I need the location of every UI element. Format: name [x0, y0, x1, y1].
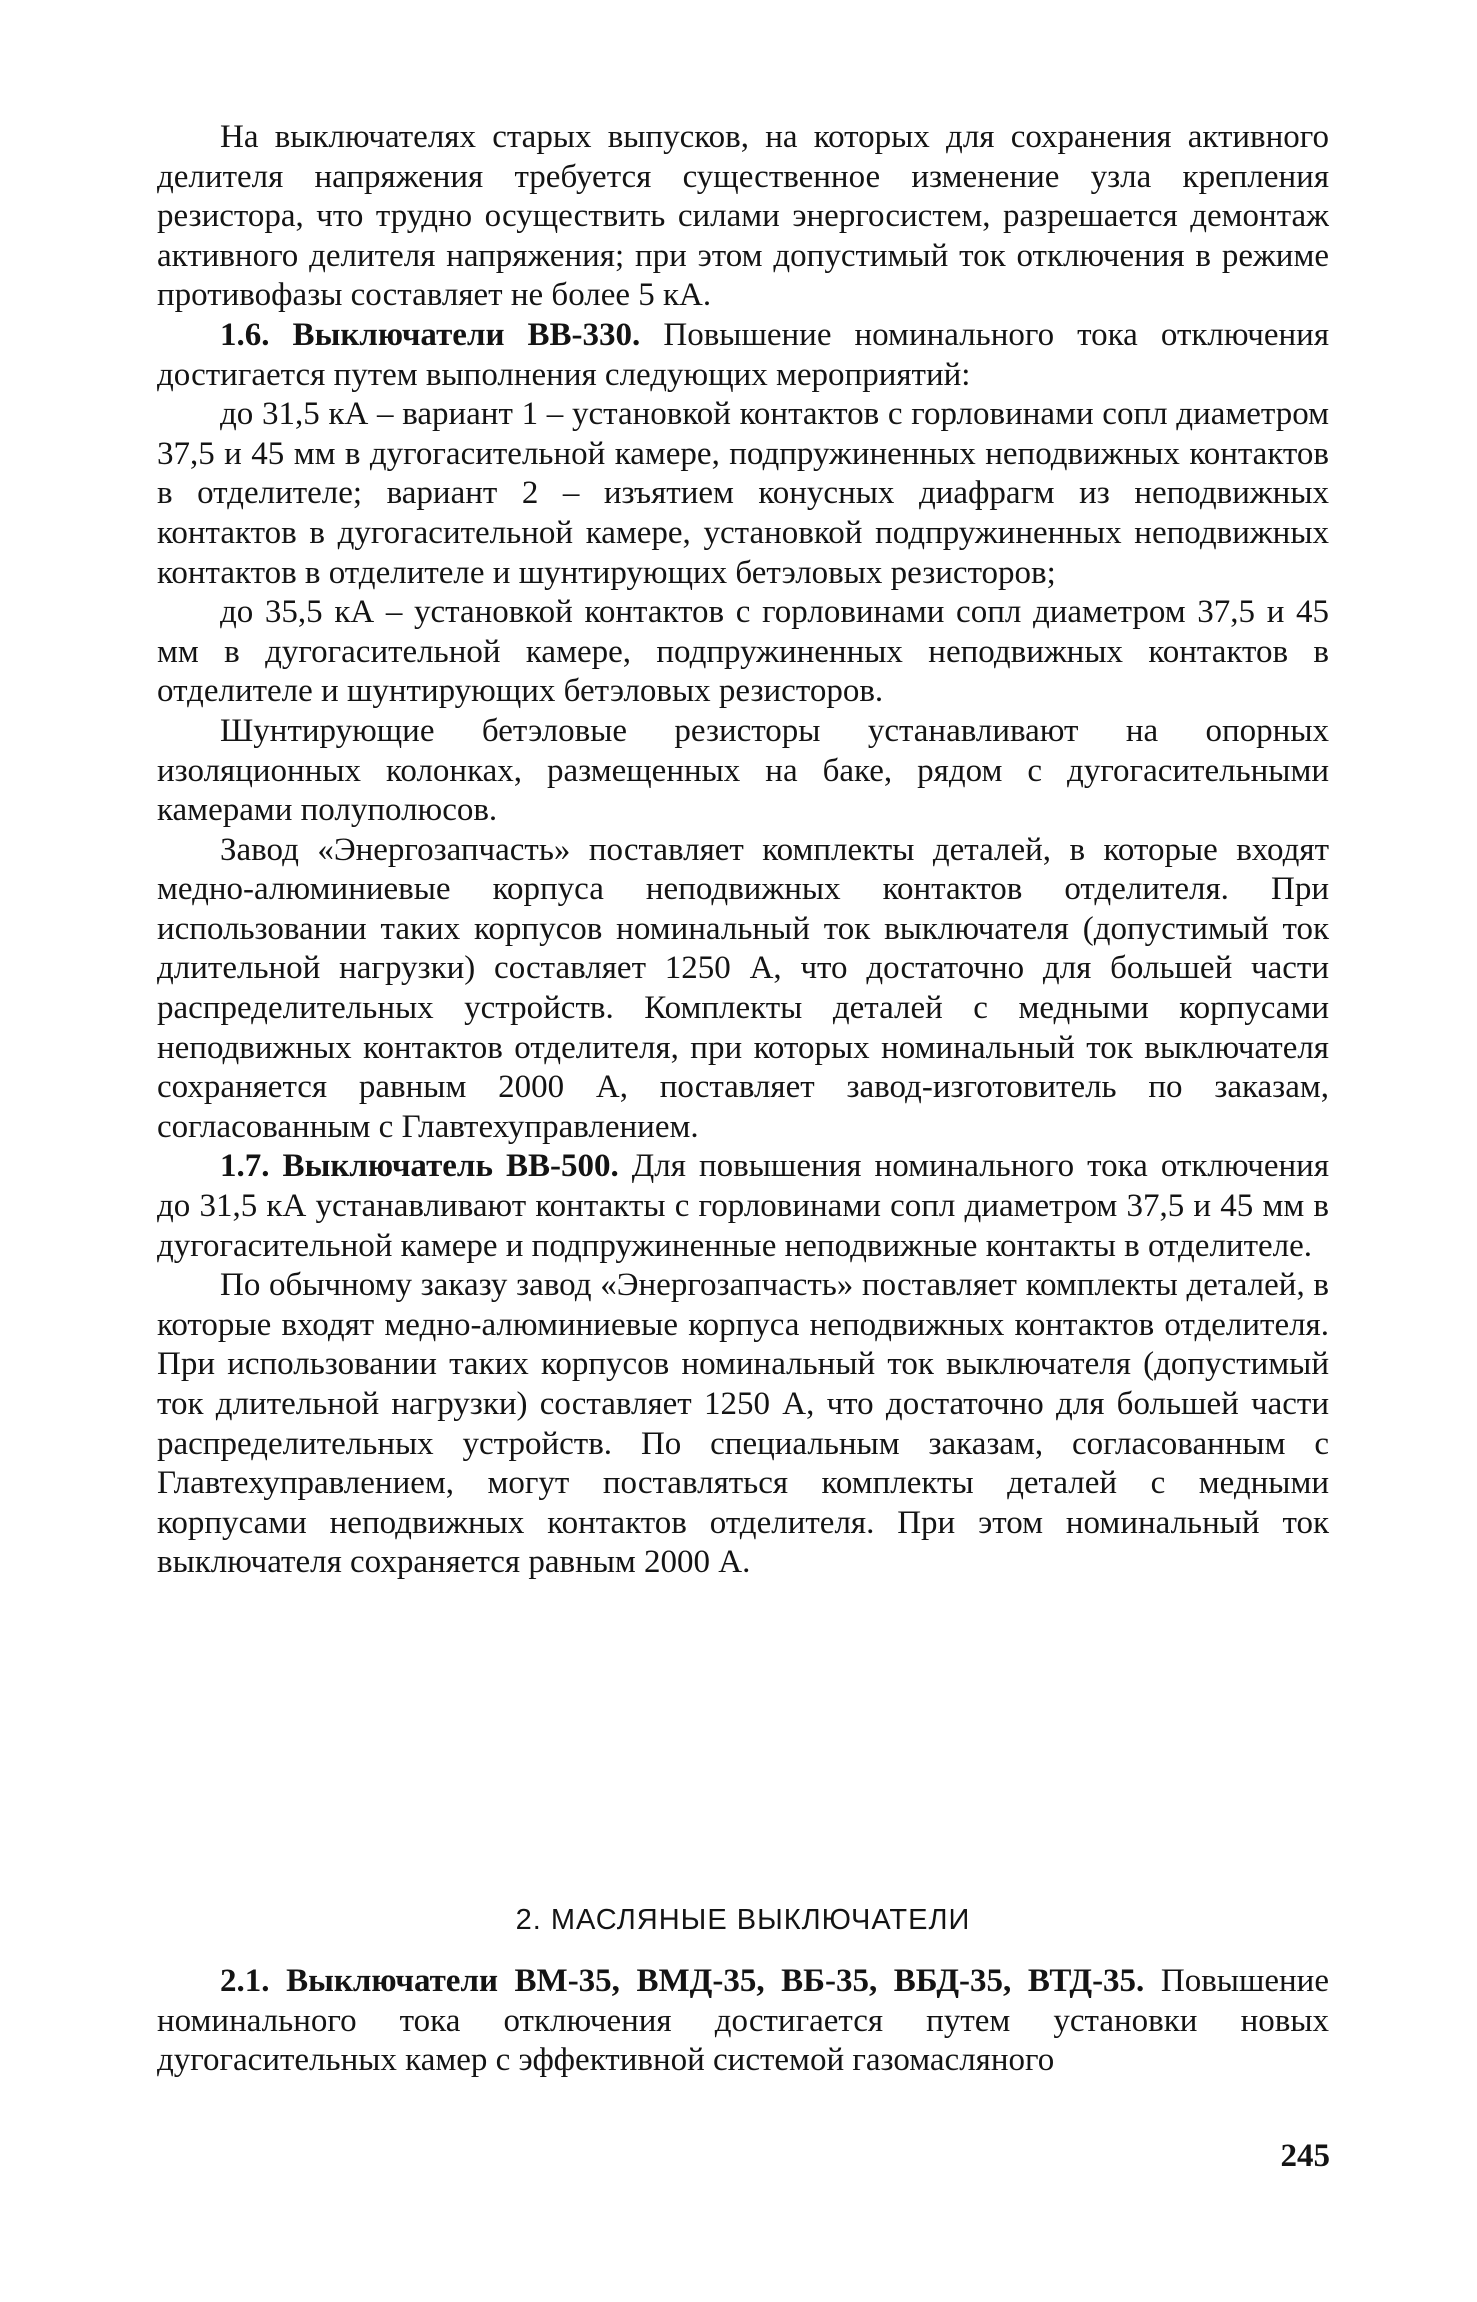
- paragraph-text: Шунтирующие бетэловые резисторы устанавливают на опорных изоляционных колонках, размещенных на баке, рядом с дугогасительными камерами полуполюсов.: [157, 712, 1329, 829]
- paragraph-text: Повышение номинального тока отключения достигается путем выполнения следующих мероприятий:: [157, 316, 1330, 393]
- paragraph-text: до 35,5 кА – установкой контактов с горловинами сопл диаметром 37,5 и 45 мм в дугогасительной камере, подпружиненных неподвижных контактов в отделителе и шунтирующих бетэловых резисторов.: [157, 594, 1329, 710]
- paragraph-vv330-31-5ka: [157, 395, 1329, 593]
- paragraph-text: Для повышения номинального тока отключения до 31,5 кА устанавливают контакты с горловинами сопл диаметром 37,5 и 45 мм в дугогасительной камере и подпружиненные неподвижные контакты в отделителе.: [157, 1148, 1330, 1264]
- paragraph-text: до 31,5 кА – вариант 1 – установкой контактов с горловинами сопл диаметром 37,5 и 45 мм в дугогасительной камере, подпружиненных неподвижных контактов в отделителе; вариант 2 – изъятием конусных диафрагм из неподвижных контактов в дугогасительной камере, установкой подпружиненных неподвижных контактов в отделителе и шунтирующих бетэловых резисторов;: [157, 396, 1329, 591]
- page-number: 245: [1280, 2138, 1330, 2174]
- paragraph-old-switches: [157, 118, 1329, 316]
- paragraph-oil-switches: [157, 1962, 1329, 2081]
- paragraph-text: Повышение номинального тока отключения достигается путем установки новых дугогасительных камер с эффективной системой газомасляного: [157, 1963, 1329, 2079]
- paragraph-energozapchast-vv330: [157, 831, 1329, 1148]
- paragraph-text: На выключателях старых выпусков, на которых для сохранения активного делителя напряжения требуется существенное изменение узла крепления резистора, что трудно осуществить силами энергосистем, разрешается демонтаж активного делителя напряжения; при этом допустимый ток отключения в режиме противофазы составляет не более 5 кА.: [157, 119, 1329, 314]
- paragraph-shunt-resistors: [157, 712, 1329, 831]
- paragraph-energozapchast-vv500: [157, 1266, 1329, 1583]
- paragraph-text: Завод «Энергозапчасть» поставляет комплекты деталей, в которые входят медно-алюминиевые корпуса неподвижных контактов отделителя. При использовании таких корпусов номинальный ток выключателя (допустимый ток длительной нагрузки) составляет 1250 А, что достаточно для большей части распределительных устройств. Комплекты деталей с медными корпусами неподвижных контактов отделителя, при которых номинальный ток выключателя сохраняется равным 2000 А, поставляет завод-изготовитель по заказам, согласованным с Главтехуправлением.: [157, 831, 1329, 1145]
- section-heading-1-6: 1.6. Выключатели ВВ-330.: [220, 316, 641, 353]
- paragraph-vv330-35-5ka: [157, 593, 1329, 712]
- paragraph-vv330-intro: [157, 316, 1329, 395]
- section-heading-2-1: 2.1. Выключатели ВМ-35, ВМД-35, ВБ-35, ВБД-35, ВТД-35.: [220, 1963, 1145, 1999]
- paragraph-vv500-intro: [157, 1147, 1329, 1266]
- chapter-title: 2. МАСЛЯНЫЕ ВЫКЛЮЧАТЕЛИ: [515, 1904, 971, 1936]
- section-heading-1-7: 1.7. Выключатель ВВ-500.: [220, 1148, 619, 1185]
- paragraph-text: По обычному заказу завод «Энергозапчасть» поставляет комплекты деталей, в которые входят медно-алюминиевые корпуса неподвижных контактов отделителя. При использовании таких корпусов номинальный ток выключателя (допустимый ток длительной нагрузки) составляет 1250 А, что достаточно для большей части распределительных устройств. По специальным заказам, согласованным с Главтехуправлением, могут поставляться комплекты деталей с медными корпусами неподвижных контактов отделителя. При этом номинальный ток выключателя сохраняется равным 2000 А.: [157, 1267, 1329, 1581]
- main-text-block: [157, 118, 1329, 1583]
- section-2-text-block: [157, 1962, 1329, 2081]
